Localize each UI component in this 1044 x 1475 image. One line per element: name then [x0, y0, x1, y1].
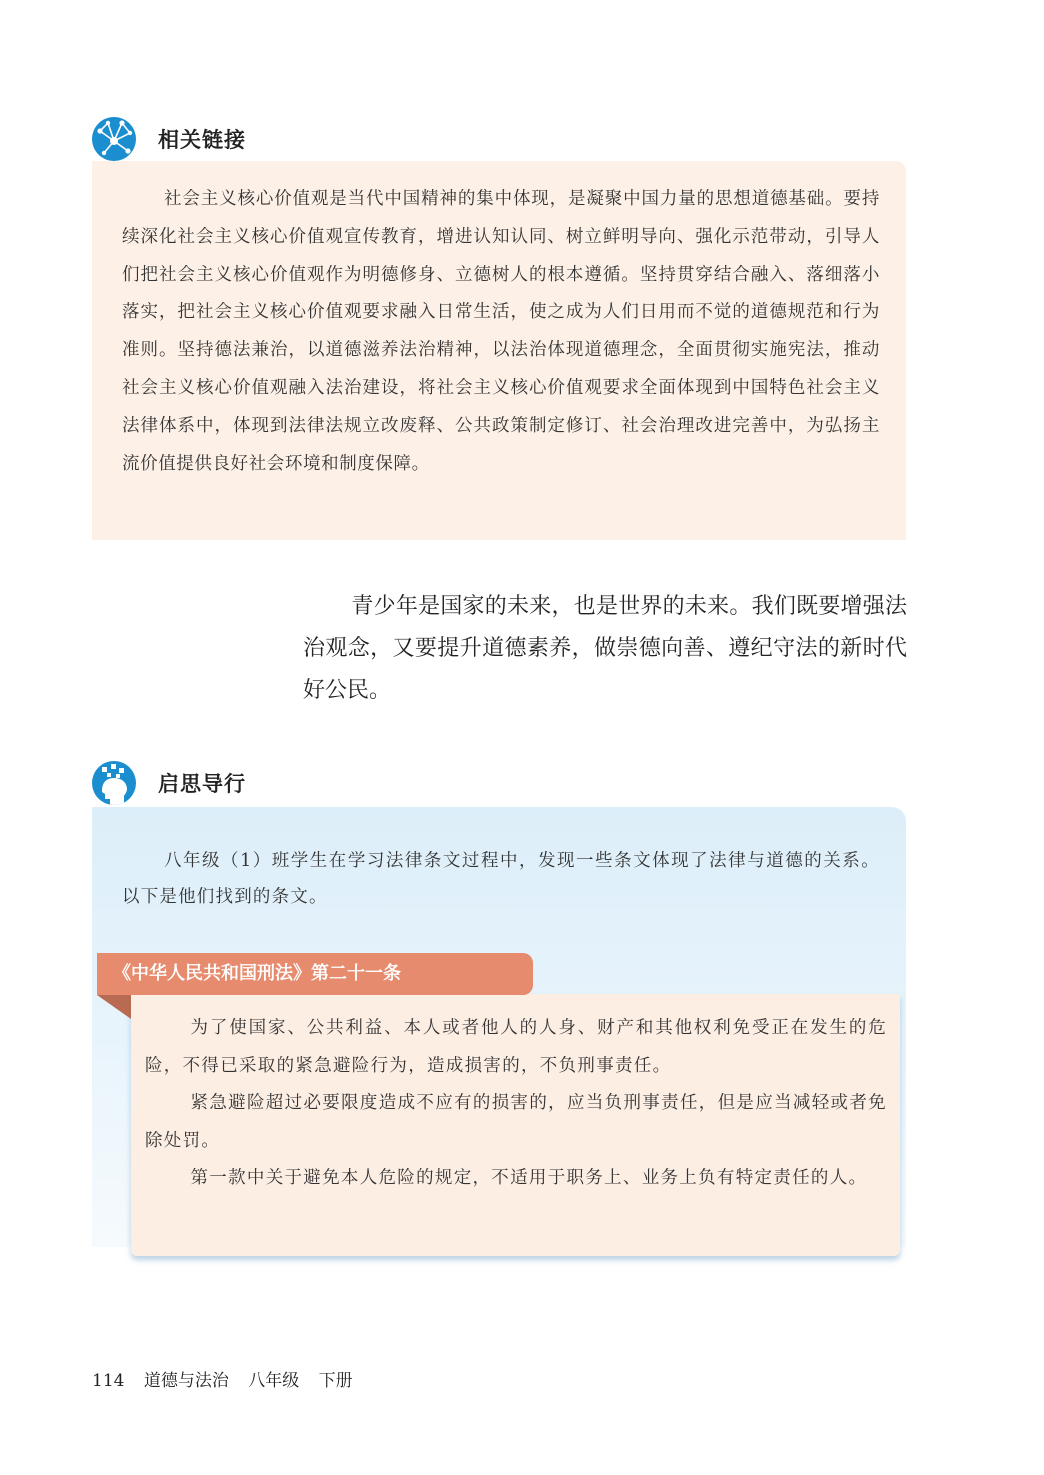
book-title: 道德与法治 [143, 1371, 229, 1391]
related-links-text: 社会主义核心价值观是当代中国精神的集中体现，是凝聚中国力量的思想道德基础。要持续深化社会主义核心价值观宣传教育，增进认知认同、树立鲜明导向、强化示范带动，引导人们把社会主义核心价值观作为明德修身、立德树人的根本遵循。坚持贯穿结合融入、落细落小落实，把社会主义核心价值观要求融入日常生活，使之成为人们日用而不觉的道德规范和行为准则。坚持德法兼治，以道德滋养法治精神，以法治体现道德理念，全面贯彻实施宪法，推动社会主义核心价值观融入法治建设，将社会主义核心价值观要求全面体现到中国特色社会主义法律体系中，体现到法律法规立改废释、公共政策制定修订、社会治理改进完善中，为弘扬主流价值提供良好社会环境和制度保障。 [122, 189, 880, 474]
law-paragraph: 为了使国家、公共利益、本人或者他人的人身、财产和其他权利免受正在发生的危险，不得已采取的紧急避险行为，造成损害的，不负刑事责任。 [145, 1018, 887, 1076]
law-paragraph: 第一款中关于避免本人危险的规定，不适用于职务上、业务上负有特定责任的人。 [190, 1168, 868, 1188]
related-links-header [92, 116, 246, 162]
page-number: 114 [92, 1371, 125, 1391]
page-footer [92, 1366, 367, 1391]
main-paragraph: 青少年是国家的未来，也是世界的未来。我们既要增强法治观念，又要提升道德素养，做崇德向善、遵纪守法的新时代好公民。 [303, 594, 907, 703]
guide-intro-text: 八年级（1）班学生在学习法律条文过程中，发现一些条文体现了法律与道德的关系。以下是他们找到的条文。 [122, 851, 880, 907]
law-article-card [131, 994, 900, 1256]
section-title: 启思导行 [158, 772, 246, 796]
section-title: 相关链接 [158, 128, 246, 152]
thinking-head-icon [92, 761, 136, 805]
related-links-box [92, 161, 906, 540]
volume-label: 下册 [318, 1371, 353, 1391]
network-icon [92, 117, 136, 161]
law-title-tab: 《中华人民共和国刑法》第二十一条 [97, 953, 533, 995]
tab-fold-shadow [97, 995, 131, 1019]
guide-header [92, 760, 246, 806]
grade-label: 八年级 [248, 1371, 300, 1391]
law-paragraph: 紧急避险超过必要限度造成不应有的损害的，应当负刑事责任，但是应当减轻或者免除处罚。 [145, 1093, 887, 1151]
